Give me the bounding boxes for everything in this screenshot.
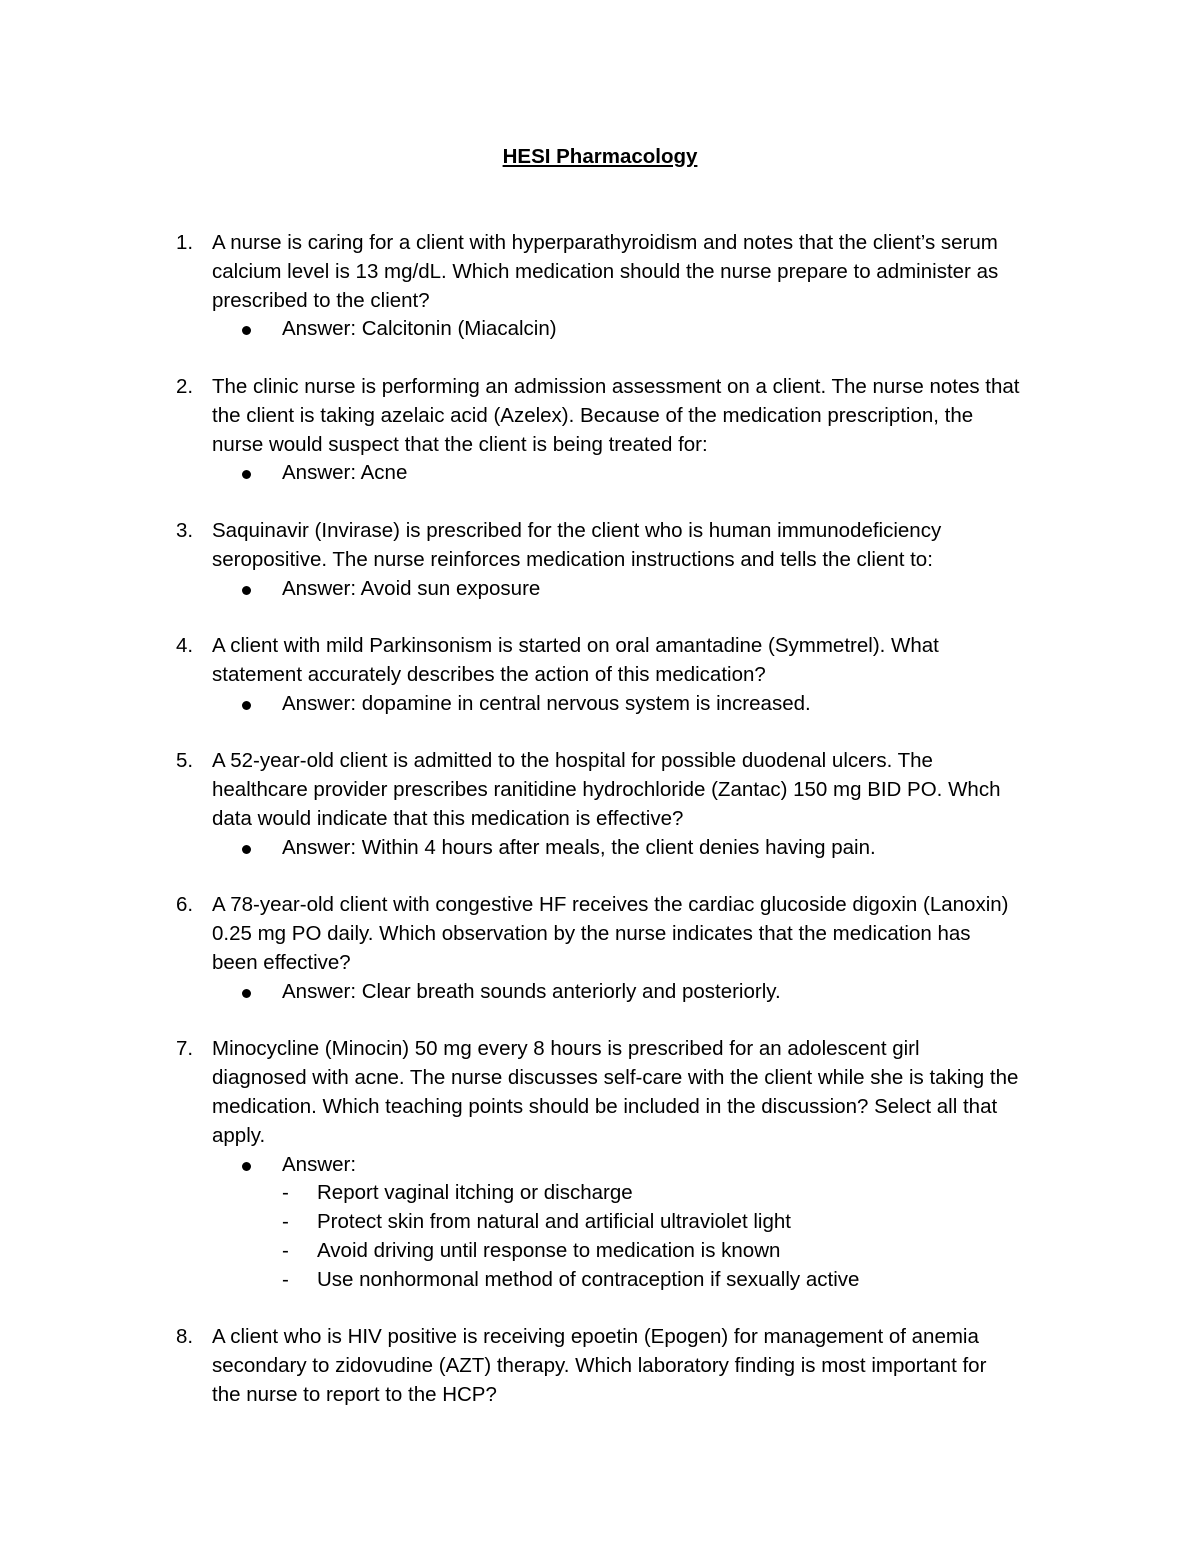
bullet-icon — [242, 989, 251, 998]
question-number: 6. — [176, 893, 194, 917]
answer-text: Answer: — [282, 1152, 357, 1176]
dash-bullet-icon: - — [282, 1267, 289, 1291]
question-line: data would indicate that this medication is effective? — [212, 806, 684, 830]
question-line: A nurse is caring for a client with hyperparathyroidism and notes that the client’s serum — [212, 231, 998, 254]
page-title: HESI Pharmacology — [502, 145, 698, 168]
bullet-icon — [242, 326, 251, 335]
question-list — [0, 229, 1200, 1438]
answer-text: Answer: dopamine in central nervous system is increased. — [282, 691, 811, 715]
answer-sub-list — [0, 1179, 1200, 1294]
question-line: healthcare provider prescribes ranitidine hydrochloride (Zantac) 150 mg BID PO. Whch — [212, 778, 1001, 802]
question-item — [0, 517, 1200, 603]
question-item — [0, 747, 1200, 862]
question-line: A client with mild Parkinsonism is started on oral amantadine (Symmetrel). What — [212, 634, 939, 658]
answer-item — [0, 978, 1200, 1007]
question-text — [212, 1035, 1062, 1150]
bullet-icon — [242, 1162, 251, 1171]
answer-sub-text: Use nonhormonal method of contraception if sexually active — [317, 1267, 860, 1291]
answer-text: Answer: Calcitonin (Miacalcin) — [282, 317, 557, 341]
question-line: been effective? — [212, 950, 351, 974]
answer-text: Answer: Clear breath sounds anteriorly and posteriorly. — [282, 979, 781, 1003]
question-text — [212, 373, 1062, 459]
question-line: the nurse to report to the HCP? — [212, 1382, 497, 1406]
dash-bullet-icon: - — [282, 1210, 289, 1234]
question-line: the client is taking azelaic acid (Azelex). Because of the medication prescription, the — [212, 403, 974, 427]
bullet-icon — [242, 586, 251, 595]
question-item — [0, 373, 1200, 488]
dash-bullet-icon: - — [282, 1238, 289, 1262]
question-text — [212, 1323, 1062, 1409]
question-item — [0, 1323, 1200, 1409]
answer-sub-item — [0, 1266, 1200, 1295]
question-line: apply. — [212, 1123, 266, 1147]
question-item — [0, 1035, 1200, 1294]
question-number: 1. — [176, 231, 194, 254]
question-text — [212, 747, 1062, 833]
bullet-icon — [242, 845, 251, 854]
question-line: calcium level is 13 mg/dL. Which medication should the nurse prepare to administer as — [212, 259, 999, 283]
question-line: secondary to zidovudine (AZT) therapy. Which laboratory finding is most important for — [212, 1354, 987, 1378]
question-number: 2. — [176, 374, 194, 398]
bullet-icon — [242, 470, 251, 479]
question-number: 4. — [176, 634, 194, 658]
answer-text: Answer: Acne — [282, 461, 408, 485]
question-line: statement accurately describes the action of this medication? — [212, 662, 766, 686]
answer-sub-text: Avoid driving until response to medication is known — [317, 1238, 781, 1262]
question-item — [0, 891, 1200, 1006]
question-item — [0, 632, 1200, 718]
answer-item — [0, 315, 1200, 344]
question-line: seropositive. The nurse reinforces medication instructions and tells the client to: — [212, 547, 933, 571]
answer-item — [0, 1151, 1200, 1180]
question-number: 7. — [176, 1037, 194, 1061]
answer-item — [0, 575, 1200, 604]
question-item — [0, 229, 1200, 344]
answer-sub-item — [0, 1179, 1200, 1208]
question-text — [212, 229, 1062, 315]
question-line: diagnosed with acne. The nurse discusses self-care with the client while she is taking the — [212, 1066, 1019, 1090]
answer-item — [0, 459, 1200, 488]
question-line: The clinic nurse is performing an admission assessment on a client. The nurse notes that — [212, 374, 1020, 398]
question-text — [212, 891, 1062, 977]
question-line: A 78-year-old client with congestive HF receives the cardiac glucoside digoxin (Lanoxin) — [212, 893, 1009, 917]
question-number: 5. — [176, 749, 194, 773]
question-line: Saquinavir (Invirase) is prescribed for the client who is human immunodeficiency — [212, 518, 942, 542]
answer-sub-text: Protect skin from natural and artificial ultraviolet light — [317, 1210, 791, 1234]
question-text — [212, 632, 1062, 690]
question-text — [212, 517, 1062, 575]
bullet-icon — [242, 701, 251, 710]
question-line: nurse would suspect that the client is being treated for: — [212, 432, 708, 456]
question-line: 0.25 mg PO daily. Which observation by the nurse indicates that the medication has — [212, 922, 971, 946]
question-line: prescribed to the client? — [212, 288, 430, 312]
question-number: 3. — [176, 518, 194, 542]
question-number: 8. — [176, 1325, 194, 1349]
answer-sub-text: Report vaginal itching or discharge — [317, 1181, 633, 1205]
dash-bullet-icon: - — [282, 1181, 289, 1205]
answer-text: Answer: Within 4 hours after meals, the client denies having pain. — [282, 835, 876, 859]
answer-item — [0, 834, 1200, 863]
answer-sub-item — [0, 1208, 1200, 1237]
answer-item — [0, 690, 1200, 719]
question-line: Minocycline (Minocin) 50 mg every 8 hours is prescribed for an adolescent girl — [212, 1037, 920, 1061]
answer-text: Answer: Avoid sun exposure — [282, 576, 541, 600]
question-line: A client who is HIV positive is receiving epoetin (Epogen) for management of anemia — [212, 1325, 979, 1349]
question-line: A 52-year-old client is admitted to the hospital for possible duodenal ulcers. The — [212, 749, 933, 773]
answer-sub-item — [0, 1237, 1200, 1266]
question-line: medication. Which teaching points should be included in the discussion? Select all that — [212, 1094, 998, 1118]
